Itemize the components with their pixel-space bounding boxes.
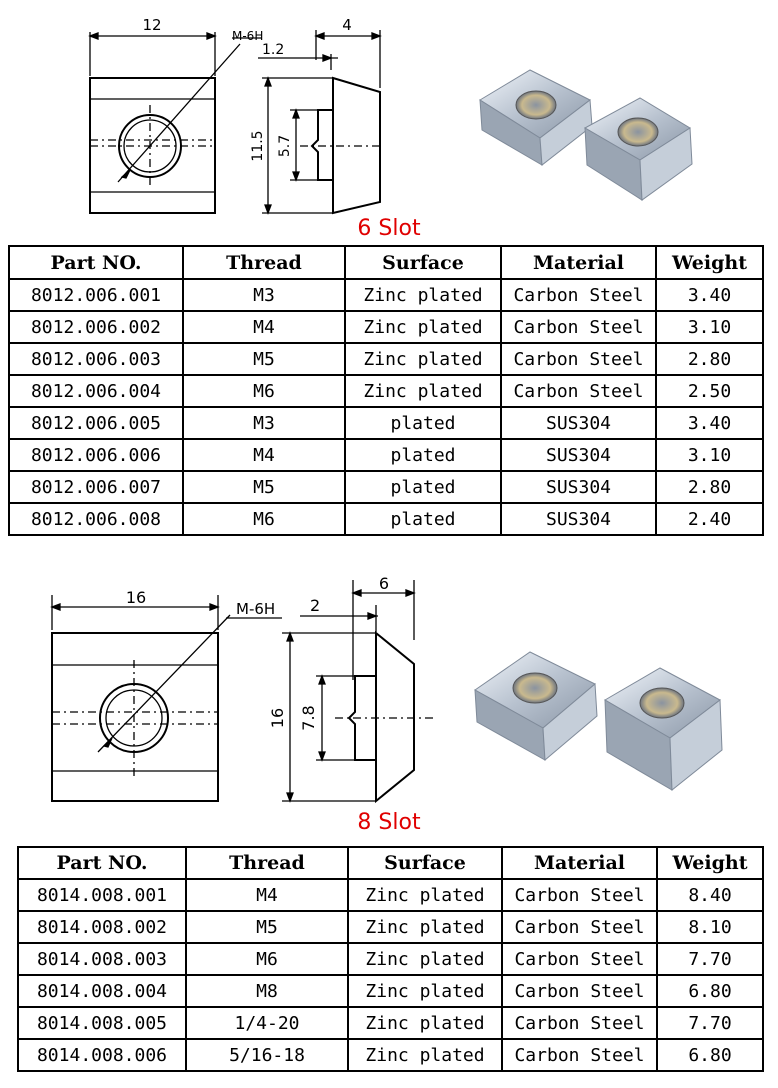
table-header-row [9,246,763,279]
slot8-width-dim: 16 [125,588,147,607]
cell-thread: M4 [183,311,345,343]
cell-material: Carbon Steel [501,279,656,311]
table-header-row [18,847,763,879]
slot8-front-view-drawing [0,580,290,810]
cell-thread: M4 [186,879,348,911]
cell-weight: 2.80 [656,343,763,375]
table-row [9,311,763,343]
table-row [9,279,763,311]
table-row [18,975,763,1007]
cell-part-no: 8012.006.005 [9,407,183,439]
slot8-height-dim: 16 [268,707,287,729]
slot6-lip-dim: 1.2 [262,42,285,58]
table-row [18,1007,763,1039]
slot6-neck-dim: 5.7 [277,134,293,158]
cell-thread: M5 [186,911,348,943]
cell-weight: 2.40 [656,503,763,535]
cell-thread: M5 [183,471,345,503]
cell-thread: M3 [183,407,345,439]
slot6-product-photo [460,60,700,220]
cell-material: Carbon Steel [501,375,656,407]
header-weight: Weight [657,847,763,879]
slot6-front-view-drawing [0,0,264,230]
cell-material: SUS304 [501,407,656,439]
cell-part-no: 8012.006.001 [9,279,183,311]
cell-material: SUS304 [501,471,656,503]
cell-thread: M6 [183,375,345,407]
table-row [18,943,763,975]
cell-material: Carbon Steel [501,311,656,343]
cell-surface: plated [345,407,501,439]
cell-thread: 1/4-20 [186,1007,348,1039]
header-material: Material [501,246,656,279]
cell-thread: M5 [183,343,345,375]
header-part-no: Part NO. [9,246,183,279]
slot8-side-view-drawing [270,570,450,810]
cell-part-no: 8012.006.003 [9,343,183,375]
cell-material: Carbon Steel [501,343,656,375]
cell-surface: Zinc plated [348,879,502,911]
cell-material: Carbon Steel [502,943,657,975]
cell-weight: 3.40 [656,279,763,311]
header-surface: Surface [345,246,501,279]
cell-part-no: 8014.008.006 [18,1039,186,1071]
cell-part-no: 8014.008.003 [18,943,186,975]
cell-part-no: 8012.006.002 [9,311,183,343]
slot6-depth-dim: 4 [342,16,352,34]
cell-weight: 2.50 [656,375,763,407]
table-row [9,471,763,503]
cell-material: Carbon Steel [502,879,657,911]
slot8-thread-dim: M-6H [236,600,276,618]
slot8-title: 8 Slot [357,810,421,835]
table-row [18,911,763,943]
cell-weight: 3.10 [656,439,763,471]
slot6-height-dim: 11.5 [250,130,266,162]
cell-thread: M6 [186,943,348,975]
cell-thread: M6 [183,503,345,535]
table-row [18,879,763,911]
cell-surface: Zinc plated [348,1039,502,1071]
cell-material: SUS304 [501,439,656,471]
cell-surface: Zinc plated [348,911,502,943]
slot8-depth-dim: 6 [378,574,390,593]
table-row [18,1039,763,1071]
cell-material: SUS304 [501,503,656,535]
cell-surface: Zinc plated [345,279,501,311]
cell-weight: 7.70 [657,1007,763,1039]
table-row [9,439,763,471]
header-weight: Weight [656,246,763,279]
cell-surface: Zinc plated [345,343,501,375]
cell-surface: plated [345,503,501,535]
cell-surface: Zinc plated [348,975,502,1007]
cell-thread: M3 [183,279,345,311]
cell-surface: Zinc plated [348,943,502,975]
slot6-side-view-drawing [240,0,400,230]
cell-weight: 3.40 [656,407,763,439]
cell-weight: 8.10 [657,911,763,943]
slot6-width-dim: 12 [142,16,162,34]
cell-weight: 6.80 [657,1039,763,1071]
cell-material: Carbon Steel [502,1039,657,1071]
cell-material: Carbon Steel [502,1007,657,1039]
cell-weight: 8.40 [657,879,763,911]
slot8-neck-dim: 7.8 [299,705,318,731]
cell-surface: Zinc plated [345,375,501,407]
slot8-product-photo [465,640,725,800]
header-thread: Thread [183,246,345,279]
cell-thread: M4 [183,439,345,471]
header-material: Material [502,847,657,879]
slot6-title: 6 Slot [357,216,421,241]
table-row [9,343,763,375]
header-surface: Surface [348,847,502,879]
cell-weight: 7.70 [657,943,763,975]
cell-surface: plated [345,439,501,471]
cell-material: Carbon Steel [502,911,657,943]
slot8-spec-table [17,846,764,1072]
cell-part-no: 8012.006.004 [9,375,183,407]
cell-thread: 5/16-18 [186,1039,348,1071]
header-thread: Thread [186,847,348,879]
tslot-nut-1 [480,70,592,165]
cell-surface: Zinc plated [345,311,501,343]
cell-part-no: 8014.008.001 [18,879,186,911]
cell-weight: 6.80 [657,975,763,1007]
tslot-nut-1 [475,652,597,760]
cell-part-no: 8012.006.007 [9,471,183,503]
slot6-spec-table [8,245,764,536]
cell-weight: 2.80 [656,471,763,503]
cell-part-no: 8014.008.002 [18,911,186,943]
slot8-lip-dim: 2 [310,596,321,615]
cell-thread: M8 [186,975,348,1007]
table-row [9,407,763,439]
header-part-no: Part NO. [18,847,186,879]
tslot-nut-2 [605,668,722,790]
tslot-nut-2 [585,98,692,200]
cell-part-no: 8014.008.004 [18,975,186,1007]
table-row [9,375,763,407]
cell-part-no: 8012.006.006 [9,439,183,471]
cell-surface: plated [345,471,501,503]
cell-material: Carbon Steel [502,975,657,1007]
cell-surface: Zinc plated [348,1007,502,1039]
cell-weight: 3.10 [656,311,763,343]
table-row [9,503,763,535]
cell-part-no: 8014.008.005 [18,1007,186,1039]
cell-part-no: 8012.006.008 [9,503,183,535]
slot6-thread-dim: M-6H [232,29,264,43]
